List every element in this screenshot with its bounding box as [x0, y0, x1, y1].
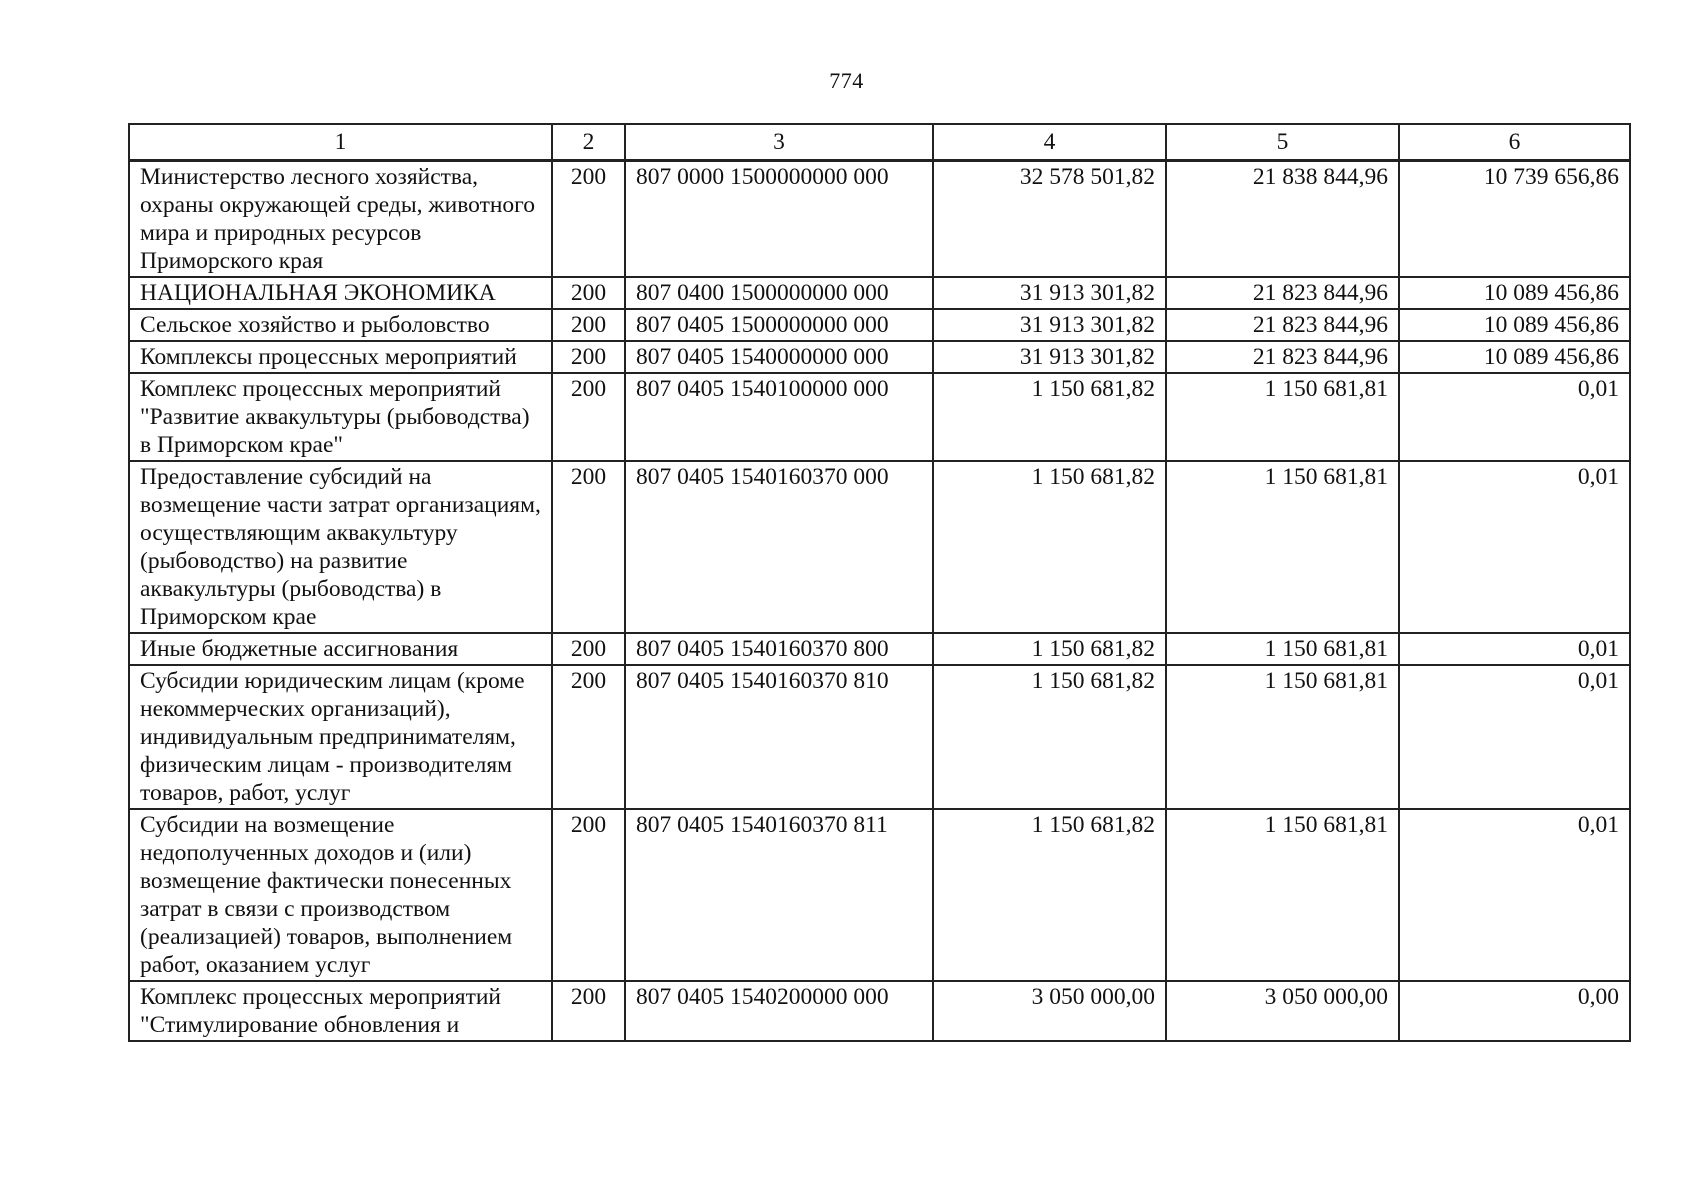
row-code: 807 0400 1500000000 000: [625, 277, 933, 309]
row-col2: 200: [552, 309, 625, 341]
table-row: [129, 981, 1630, 1041]
row-name: НАЦИОНАЛЬНАЯ ЭКОНОМИКА: [129, 277, 552, 309]
row-name: Предоставление субсидий на возмещение части затрат организациям, осуществляющим аквакультуру (рыбоводство) на развитие аквакультуры (рыбоводства) в Приморском крае: [129, 461, 552, 633]
row-col4: 1 150 681,82: [933, 809, 1166, 981]
row-col6: 0,00: [1399, 981, 1630, 1041]
row-col5: 1 150 681,81: [1166, 373, 1399, 461]
row-code: 807 0405 1500000000 000: [625, 309, 933, 341]
row-col4: 31 913 301,82: [933, 277, 1166, 309]
row-col4: 1 150 681,82: [933, 373, 1166, 461]
table-row: [129, 461, 1630, 633]
row-col2: 200: [552, 665, 625, 809]
table-row: [129, 809, 1630, 981]
row-col6: 0,01: [1399, 665, 1630, 809]
row-col4: 1 150 681,82: [933, 633, 1166, 665]
row-col2: 200: [552, 981, 625, 1041]
row-code: 807 0405 1540160370 800: [625, 633, 933, 665]
row-code: 807 0000 1500000000 000: [625, 161, 933, 278]
row-col5: 1 150 681,81: [1166, 809, 1399, 981]
row-col6: 10 089 456,86: [1399, 341, 1630, 373]
row-name: Комплекс процессных мероприятий "Стимулирование обновления и: [129, 981, 552, 1041]
table-row: [129, 341, 1630, 373]
table-body: [129, 161, 1630, 1042]
row-col2: 200: [552, 161, 625, 278]
row-col6: 0,01: [1399, 633, 1630, 665]
row-col4: 1 150 681,82: [933, 461, 1166, 633]
row-col6: 10 739 656,86: [1399, 161, 1630, 278]
row-col5: 3 050 000,00: [1166, 981, 1399, 1041]
row-col4: 31 913 301,82: [933, 341, 1166, 373]
header-col-1: 1: [129, 124, 552, 161]
row-col2: 200: [552, 341, 625, 373]
row-col6: 0,01: [1399, 373, 1630, 461]
row-code: 807 0405 1540160370 000: [625, 461, 933, 633]
row-col2: 200: [552, 461, 625, 633]
row-code: 807 0405 1540200000 000: [625, 981, 933, 1041]
page-number: 774: [829, 68, 864, 93]
row-name: Министерство лесного хозяйства, охраны окружающей среды, животного мира и природных ресурсов Приморского края: [129, 161, 552, 278]
header-col-4: 4: [933, 124, 1166, 161]
row-col4: 31 913 301,82: [933, 309, 1166, 341]
budget-table: [128, 123, 1631, 1042]
row-col4: 1 150 681,82: [933, 665, 1166, 809]
row-code: 807 0405 1540160370 810: [625, 665, 933, 809]
row-col6: 10 089 456,86: [1399, 309, 1630, 341]
header-row: [129, 124, 1630, 161]
header-col-5: 5: [1166, 124, 1399, 161]
table-header: [129, 124, 1630, 161]
row-col2: 200: [552, 633, 625, 665]
row-col6: 0,01: [1399, 809, 1630, 981]
table-row: [129, 161, 1630, 278]
row-col6: 10 089 456,86: [1399, 277, 1630, 309]
row-name: Иные бюджетные ассигнования: [129, 633, 552, 665]
row-col5: 1 150 681,81: [1166, 633, 1399, 665]
row-col4: 3 050 000,00: [933, 981, 1166, 1041]
row-col5: 21 823 844,96: [1166, 277, 1399, 309]
table-row: [129, 633, 1630, 665]
row-col2: 200: [552, 277, 625, 309]
row-col5: 21 823 844,96: [1166, 341, 1399, 373]
row-name: Комплексы процессных мероприятий: [129, 341, 552, 373]
row-name: Субсидии на возмещение недополученных доходов и (или) возмещение фактически понесенных затрат в связи с производством (реализацией) товаров, выполнением работ, оказанием услуг: [129, 809, 552, 981]
row-code: 807 0405 1540160370 811: [625, 809, 933, 981]
row-col2: 200: [552, 809, 625, 981]
row-col4: 32 578 501,82: [933, 161, 1166, 278]
row-name: Комплекс процессных мероприятий "Развитие аквакультуры (рыбоводства) в Приморском крае": [129, 373, 552, 461]
header-col-6: 6: [1399, 124, 1630, 161]
row-code: 807 0405 1540100000 000: [625, 373, 933, 461]
table-row: [129, 277, 1630, 309]
row-name: Сельское хозяйство и рыболовство: [129, 309, 552, 341]
table-row: [129, 309, 1630, 341]
row-name: Субсидии юридическим лицам (кроме некоммерческих организаций), индивидуальным предпринимателям, физическим лицам - производителям товаров, работ, услуг: [129, 665, 552, 809]
table-row: [129, 665, 1630, 809]
row-col5: 1 150 681,81: [1166, 461, 1399, 633]
header-col-3: 3: [625, 124, 933, 161]
row-code: 807 0405 1540000000 000: [625, 341, 933, 373]
row-col5: 21 823 844,96: [1166, 309, 1399, 341]
row-col5: 1 150 681,81: [1166, 665, 1399, 809]
row-col6: 0,01: [1399, 461, 1630, 633]
table-row: [129, 373, 1630, 461]
row-col5: 21 838 844,96: [1166, 161, 1399, 278]
row-col2: 200: [552, 373, 625, 461]
header-col-2: 2: [552, 124, 625, 161]
